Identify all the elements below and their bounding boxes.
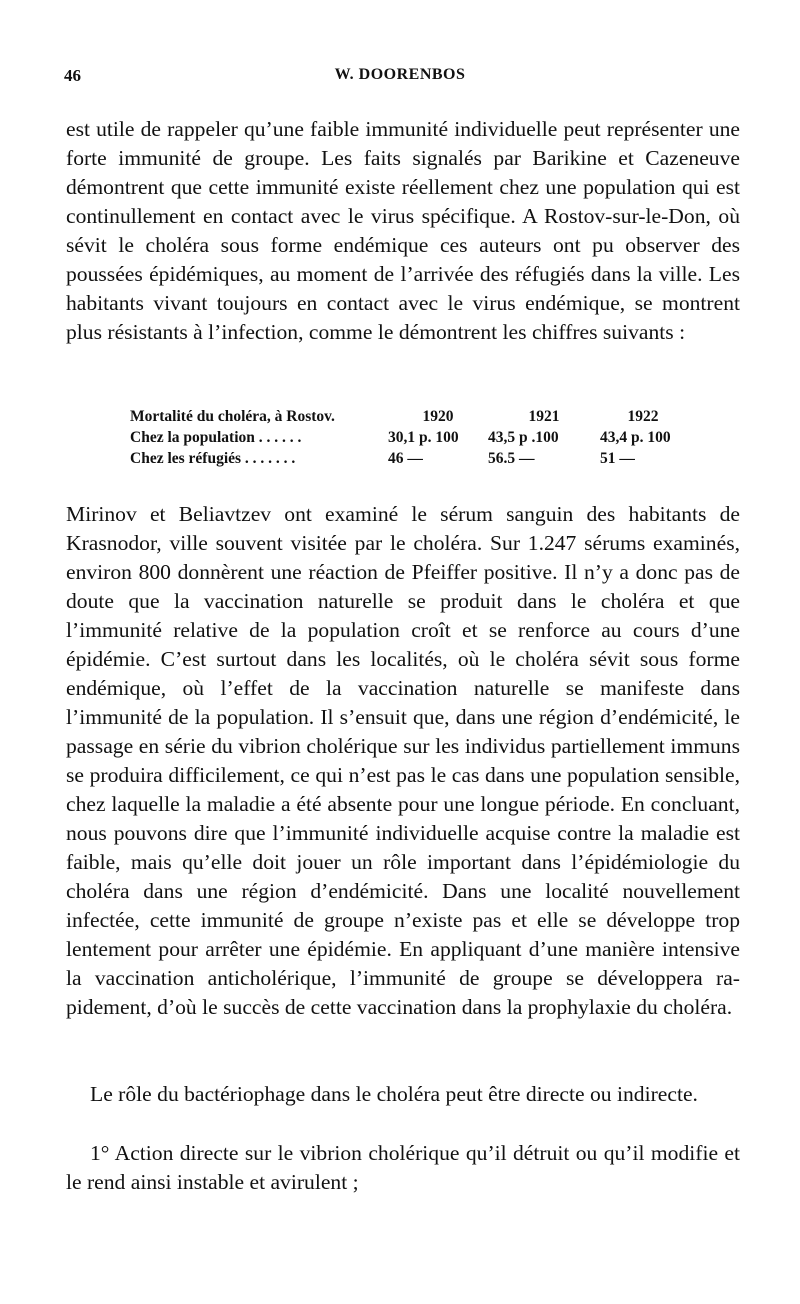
table-cell: 51 — bbox=[600, 450, 635, 467]
paragraph-1 bbox=[66, 115, 740, 347]
page-number: 46 bbox=[64, 66, 81, 85]
table-cell: 30,1 p. 100 bbox=[388, 429, 459, 446]
table-cell: 43,4 p. 100 bbox=[600, 429, 671, 446]
table-header-row bbox=[130, 406, 686, 427]
table-cell: 46 — bbox=[388, 450, 423, 467]
paragraph-4 bbox=[66, 1139, 740, 1197]
paragraph-1-text: est utile de rappeler qu’une faible immunité individuelle peut représenter une forte immunité de groupe. Les faits signalés par Barikine et Cazeneuve démontrent que cette immunité existe réellement chez une population qui est continullement en contact avec le virus spécifique. A Rostov-sur-le-Don, où sévit le choléra sous forme endémique ces auteurs ont pu observer des poussées épidémiques, au moment de l’arrivée des réfugiés dans la ville. Les habitants vivant toujours en contact avec le virus endémique, se montrent plus résistants à l’infection, comme le démontrent les chiffres suivants : bbox=[66, 117, 740, 344]
paragraph-3 bbox=[66, 1080, 740, 1109]
running-title: W. DOORENBOS bbox=[334, 66, 466, 83]
paragraph-4-text: 1° Action directe sur le vibrion cholérique qu’il détruit ou qu’il modifie et le rend ainsi instable et avirulent ; bbox=[66, 1141, 740, 1194]
table-row bbox=[130, 427, 686, 448]
mortality-table bbox=[130, 406, 686, 469]
table-header-year: 1922 bbox=[627, 408, 659, 425]
table-header-label: Mortalité du choléra, à Rostov. bbox=[130, 408, 335, 425]
table-cell: 43,5 p .100 bbox=[488, 429, 559, 446]
table-row bbox=[130, 448, 686, 469]
table-header-year: 1921 bbox=[528, 408, 560, 425]
paragraph-2-text: Mirinov et Beliavtzev ont examiné le sérum sanguin des habitants de Krasnodor, ville souvent visitée par le choléra. Sur 1.247 sérums examinés, environ 800 donnèrent une réaction de Pfeiffer positive. Il n’y a donc pas de doute que la vaccination naturelle se produit dans le choléra et que l’immunité relative de la population croît et se renforce au cours d’une épidémie. C’est surtout dans les localités, où le choléra sévit sous forme endémique, où l’effet de la vaccination naturelle se manifeste dans l’immunité de la population. Il s’ensuit que, dans une région d’endémicité, le passage en série du vibrion cholérique sur les individus partiellement immuns se produira difficilement, ce qui n’est pas le cas dans une population sensible, chez laquelle la maladie a été absente pour une longue période. En concluant, nous pouvons dire que l’immunité individuelle acquise contre la maladie est faible, mais qu’elle doit jouer un rôle important dans l’épidémiologie du choléra dans une région d’endémicité. Dans une localité nouvellement infectée, cette immunité de groupe n’existe pas et elle se développe trop lentement pour arrêter une épidémie. En appliquant d’une manière intensive la vaccination anticholérique, l’immunité de groupe se développera rapidement, d’où le succès de cette vaccination dans la prophylaxie du choléra. bbox=[66, 502, 740, 1019]
page-header bbox=[64, 66, 736, 94]
table-row-label: Chez les réfugiés . . . . . . . bbox=[130, 450, 296, 467]
paragraph-2 bbox=[66, 500, 740, 1022]
table-row-label: Chez la population . . . . . . bbox=[130, 429, 302, 446]
paragraph-3-text: Le rôle du bactériophage dans le choléra peut être directe ou indirecte. bbox=[90, 1082, 698, 1106]
table-cell: 56.5 — bbox=[488, 450, 535, 467]
table-header-year: 1920 bbox=[422, 408, 454, 425]
